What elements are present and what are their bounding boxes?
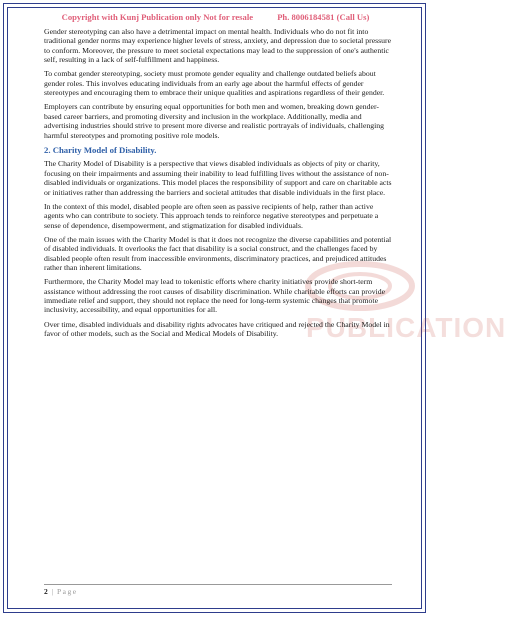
watermark-text: PUBLICATION xyxy=(306,312,506,343)
paragraph: Gender stereotyping can also have a detrimental impact on mental health. Individuals who do not fit into traditional gender norms may experience higher levels of stress, anxiety, and depression due to societal pressure to conform. Moreover, the pressure to meet societal expectations may lead to the suppression of one's authentic self, resulting in a lack of self-fulfillment and happiness. xyxy=(44,27,392,65)
section-heading: 2. Charity Model of Disability. xyxy=(44,144,157,155)
phone-contact: Ph. 8006184581 (Call Us) xyxy=(277,12,370,22)
page-footer xyxy=(44,584,392,596)
paragraph: To combat gender stereotyping, society must promote gender equality and challenge outdated beliefs about gender roles. This involves educating individuals from an early age about the harmful effects of gender stereotypes and encouraging them to embrace their unique qualities and aspirations regardless of their gender. xyxy=(44,69,385,98)
paragraph: Over time, disabled individuals and disability rights advocates have critiqued and rejected the Charity Model in favor of other models, such as the Social and Medical Models of Disability. xyxy=(44,319,390,338)
page-number: 2 xyxy=(44,587,48,596)
page-label: Page xyxy=(57,587,78,596)
paragraph: Furthermore, the Charity Model may lead to tokenistic efforts where charity initiatives provide short-term assistance without addressing the root causes of disability discrimination. While charitable efforts can provide immediate relief and support, they should not replace the need for long-term systemic changes that promote inclusivity, accessibility, and equal opportunities for all. xyxy=(44,277,386,315)
copyright-notice: Copyright with Kunj Publication only Not for resale xyxy=(61,12,254,22)
paragraph: Employers can contribute by ensuring equal opportunities for both men and women, breaking down gender-based career barriers, and promoting diversity and inclusion in the workplace. Additionally, media and advertising industries should strive to present more diverse and realistic portrayals of individuals, challenging harmful stereotypes and promoting positive role models. xyxy=(44,102,385,140)
page-content xyxy=(44,27,392,343)
footer-separator: | xyxy=(51,587,54,596)
paragraph: One of the main issues with the Charity Model is that it does not recognize the diverse capabilities and potential of disabled individuals. It overlooks the fact that disability is a social construct, and the challenges faced by disabled people often result from inaccessible environments, discriminatory practices, and prejudiced attitudes rather than inherent limitations. xyxy=(44,234,392,273)
paragraph: The Charity Model of Disability is a perspective that views disabled individuals as objects of pity or charity, focusing on their impairments and assuming their inability to lead fulfilling lives without the assistance of non-disabled individuals or organizations. This model places the responsibility of support and care on charitable acts or initiatives rather than addressing the barriers and societal attitudes that disable individuals in the first place. xyxy=(44,159,392,197)
paragraph: In the context of this model, disabled people are often seen as passive recipients of help, rather than active agents who can contribute to society. This approach tends to reinforce negative stereotypes and perpetuate a sense of dependence, disempowerment, and stigmatization for disabled individuals. xyxy=(44,201,379,230)
page-header xyxy=(0,12,431,22)
